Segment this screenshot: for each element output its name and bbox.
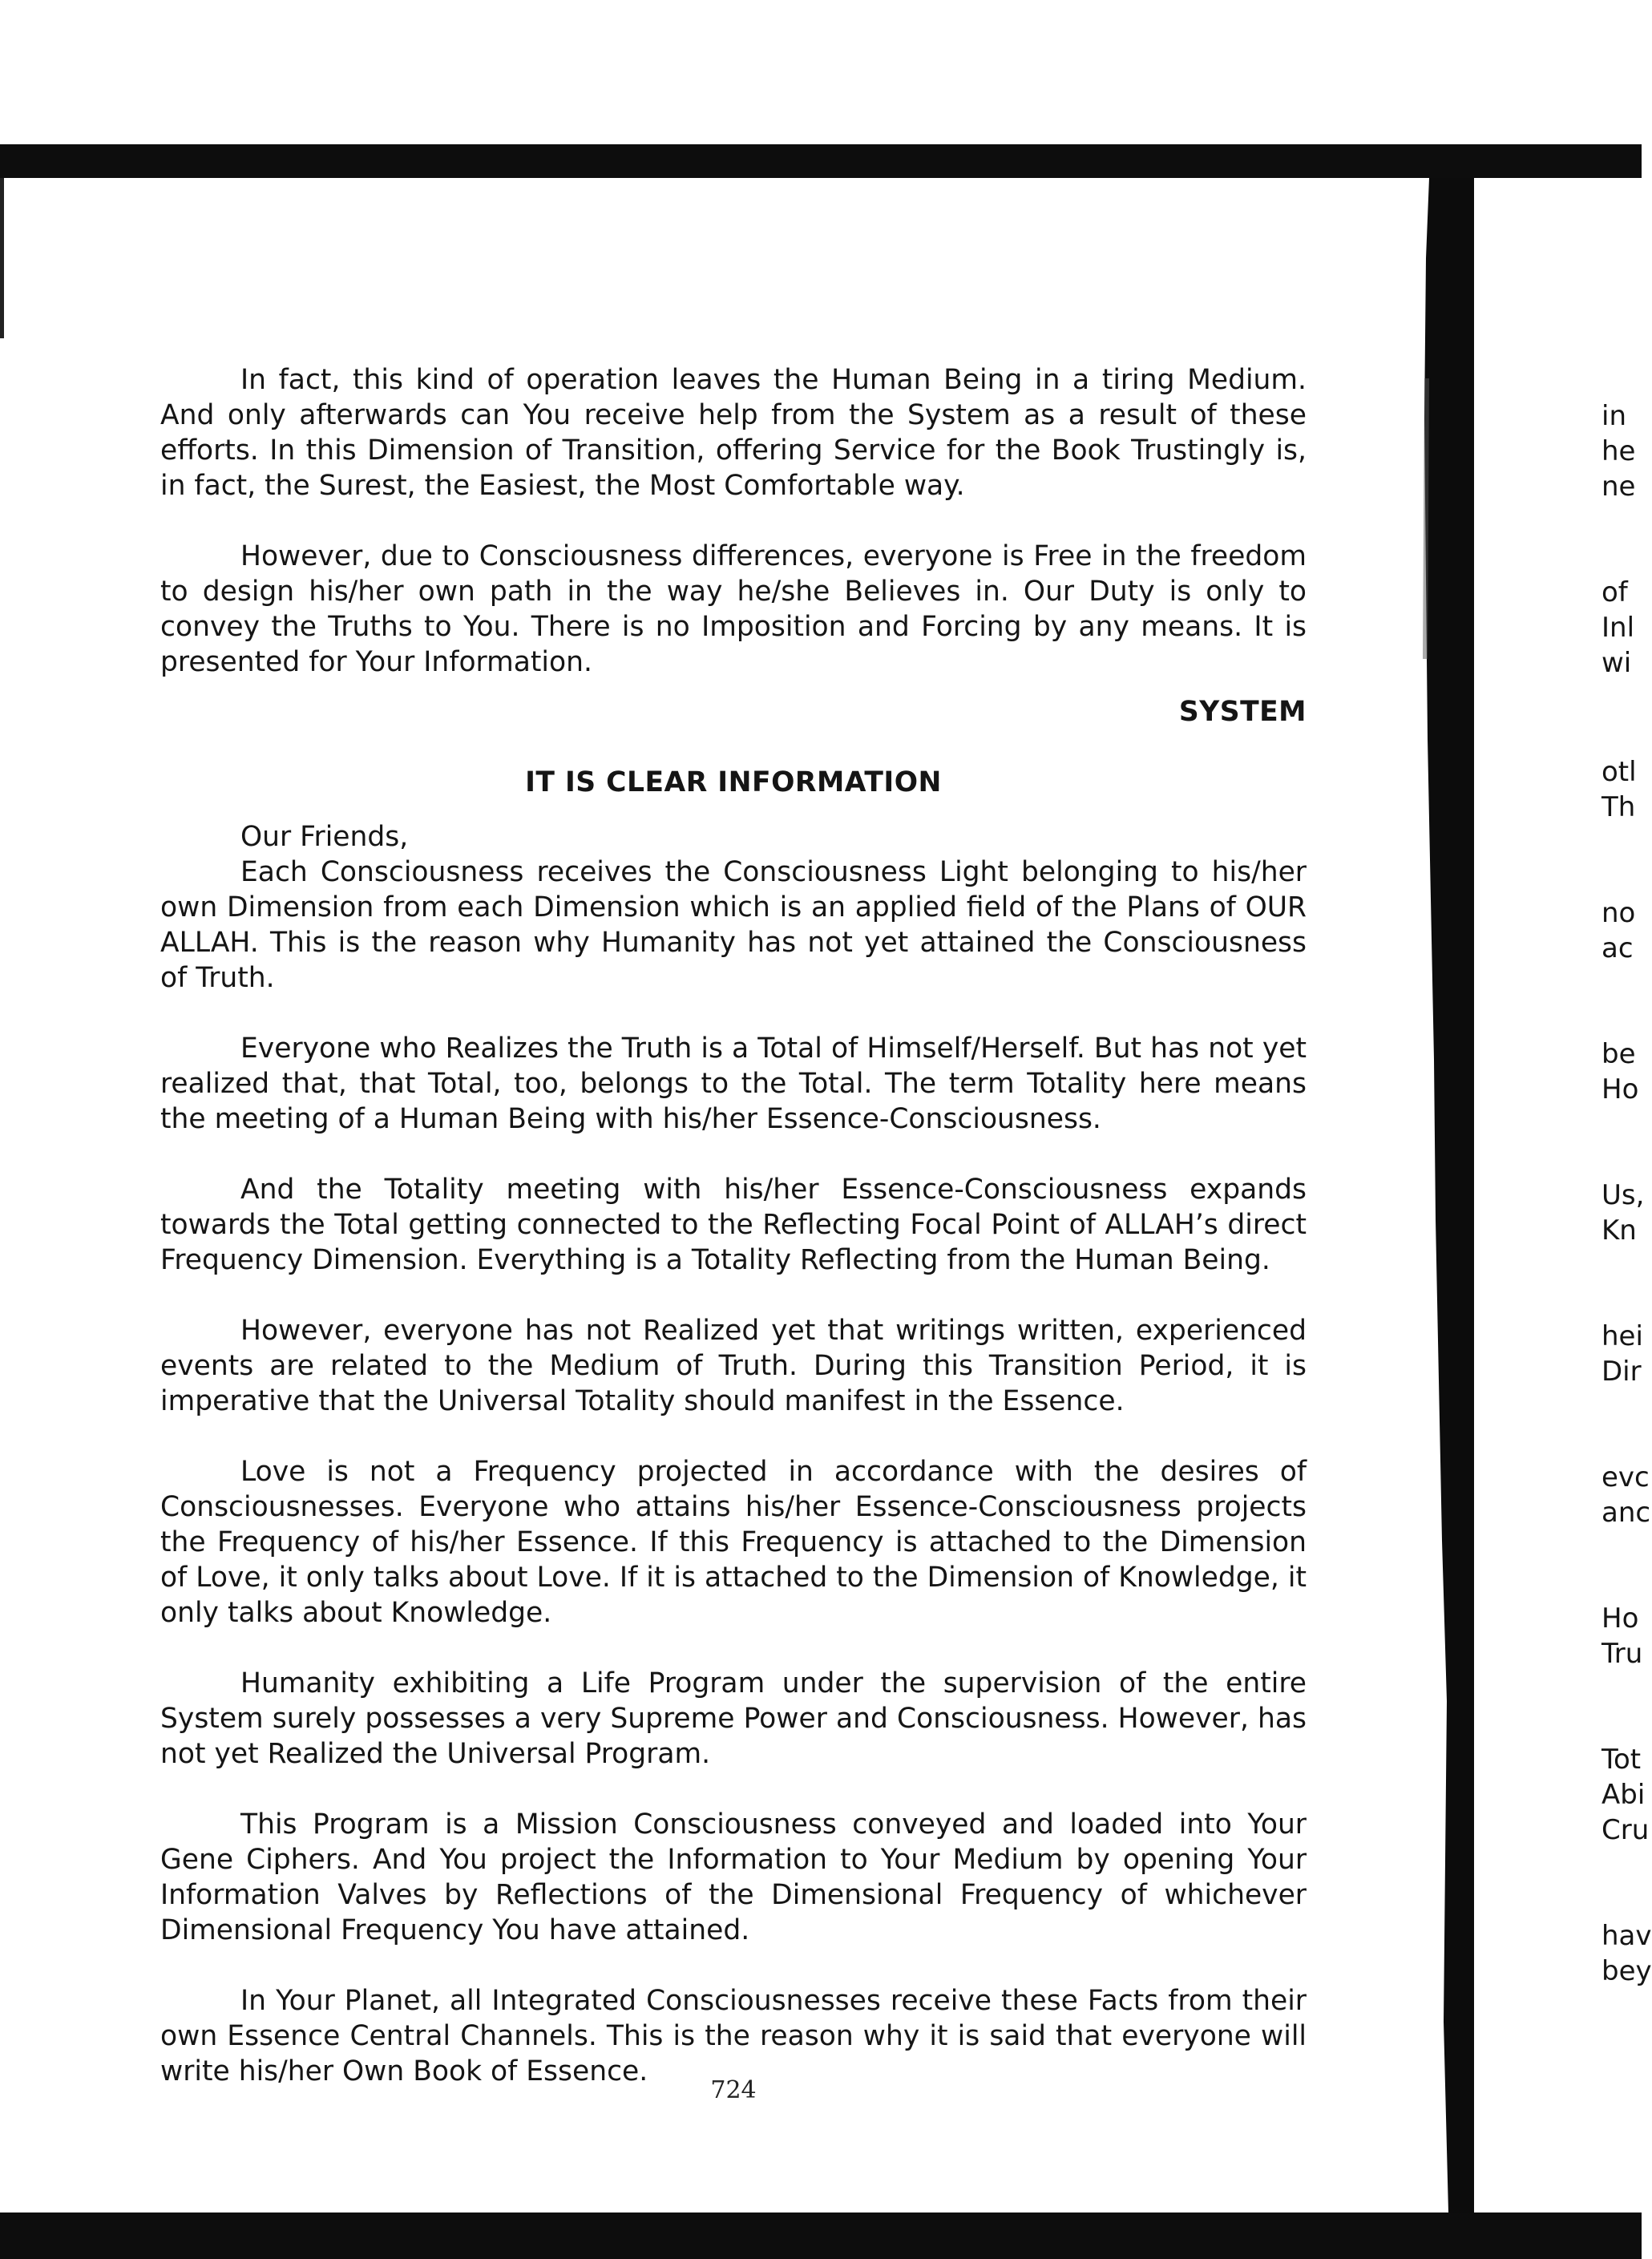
next-page-line: bey bbox=[1602, 1955, 1652, 1987]
body-paragraph-3: Each Consciousness receives the Consciousness Light belonging to his/her own Dimension from each Dimension which is an applied field of the Plans of OUR ALLAH. This is the reason why Humanity has not yet attained the Consciousness of Truth. bbox=[160, 856, 1307, 994]
next-page-line: hav bbox=[1602, 1920, 1652, 1952]
next-page-line: Abi bbox=[1602, 1779, 1646, 1811]
next-page-line: Dir bbox=[1602, 1356, 1642, 1388]
body-paragraph-2: However, due to Consciousness differences, everyone is Free in the freedom to design his/her own path in the way he/she Believes in. Our Duty is only to convey the Truths to You. There is no Imposition and Forcing by any means. It is presented for Your Information. bbox=[160, 540, 1307, 678]
scan-left-edge bbox=[0, 178, 4, 338]
scan-border-top bbox=[0, 144, 1642, 178]
next-page-line: Ho bbox=[1602, 1073, 1639, 1105]
next-page-line: Ho bbox=[1602, 1602, 1639, 1635]
next-page-line: Inl bbox=[1602, 612, 1635, 644]
scan-border-bottom bbox=[0, 2213, 1642, 2259]
body-paragraph-1: In fact, this kind of operation leaves the Human Being in a tiring Medium. And only afterwards can You receive help from the System as a result of these efforts. In this Dimension of Transition, offering Service for the Book Trustingly is, in fact, the Surest, the Easiest, the Most Comfortable way. bbox=[160, 364, 1307, 502]
next-page-line: of bbox=[1602, 576, 1628, 608]
next-page-line: evc bbox=[1602, 1461, 1650, 1493]
document-page bbox=[160, 362, 1307, 2089]
next-page-line: anc bbox=[1602, 1497, 1651, 1529]
next-page-line: Cru bbox=[1602, 1814, 1650, 1846]
body-paragraph-8: Humanity exhibiting a Life Program under the supervision of the entire System surely possesses a very Supreme Power and Consciousness. However, has not yet Realized the Universal Program. bbox=[160, 1667, 1307, 1770]
next-page-line: Kn bbox=[1602, 1214, 1637, 1247]
next-page-fragment bbox=[1602, 0, 1652, 2213]
next-page-line: Tru bbox=[1602, 1638, 1643, 1670]
body-paragraph-7: Love is not a Frequency projected in accordance with the desires of Consciousnesses. Everyone who attains his/her Essence-Consciousness projects the Frequency of his/her Essence. If this Frequency is attached to the Dimension of Love, it only talks about Love. If it is attached to the Dimension of Knowledge, it only talks about Knowledge. bbox=[160, 1456, 1307, 1629]
next-page-line: Us, bbox=[1602, 1179, 1645, 1211]
next-page-line: ac bbox=[1602, 932, 1634, 964]
book-gutter-shadow bbox=[1407, 178, 1487, 2213]
body-paragraph-4: Everyone who Realizes the Truth is a Total of Himself/Herself. But has not yet realized that, that Total, too, belongs to the Total. The term Totality here means the meeting of a Human Being with his/her Essence-Consciousness. bbox=[160, 1033, 1307, 1135]
salutation: Our Friends, bbox=[240, 821, 409, 853]
next-page-line: hei bbox=[1602, 1320, 1643, 1352]
page-number: 724 bbox=[710, 2076, 757, 2104]
next-page-line: ne bbox=[1602, 471, 1636, 503]
next-page-line: he bbox=[1602, 435, 1636, 467]
next-page-line: Th bbox=[1602, 791, 1636, 823]
body-paragraph-6: However, everyone has not Realized yet that writings written, experienced events are related to the Medium of Truth. During this Transition Period, it is imperative that the Universal Totality should manifest in the Essence. bbox=[160, 1315, 1307, 1417]
section-title: IT IS CLEAR INFORMATION bbox=[525, 766, 942, 798]
next-page-line: Tot bbox=[1602, 1744, 1642, 1776]
next-page-line: wi bbox=[1602, 647, 1632, 679]
body-paragraph-10: In Your Planet, all Integrated Consciousnesses receive these Facts from their own Essence Central Channels. This is the reason why it is said that everyone will write his/her Own Book of Essence. bbox=[160, 1985, 1307, 2087]
body-paragraph-5: And the Totality meeting with his/her Essence-Consciousness expands towards the Total getting connected to the Reflecting Focal Point of ALLAH’s direct Frequency Dimension. Everything is a Totality Reflecting from the Human Being. bbox=[160, 1174, 1307, 1276]
section-label: SYSTEM bbox=[1178, 696, 1307, 728]
body-paragraph-9: This Program is a Mission Consciousness conveyed and loaded into Your Gene Ciphers. And You project the Information to Your Medium by opening Your Information Valves by Reflections of the Dimensional Frequency of whichever Dimensional Frequency You have attained. bbox=[160, 1808, 1307, 1946]
next-page-line: no bbox=[1602, 897, 1636, 929]
next-page-line: in bbox=[1602, 400, 1626, 432]
next-page-line: be bbox=[1602, 1038, 1636, 1070]
next-page-line: otl bbox=[1602, 756, 1637, 788]
